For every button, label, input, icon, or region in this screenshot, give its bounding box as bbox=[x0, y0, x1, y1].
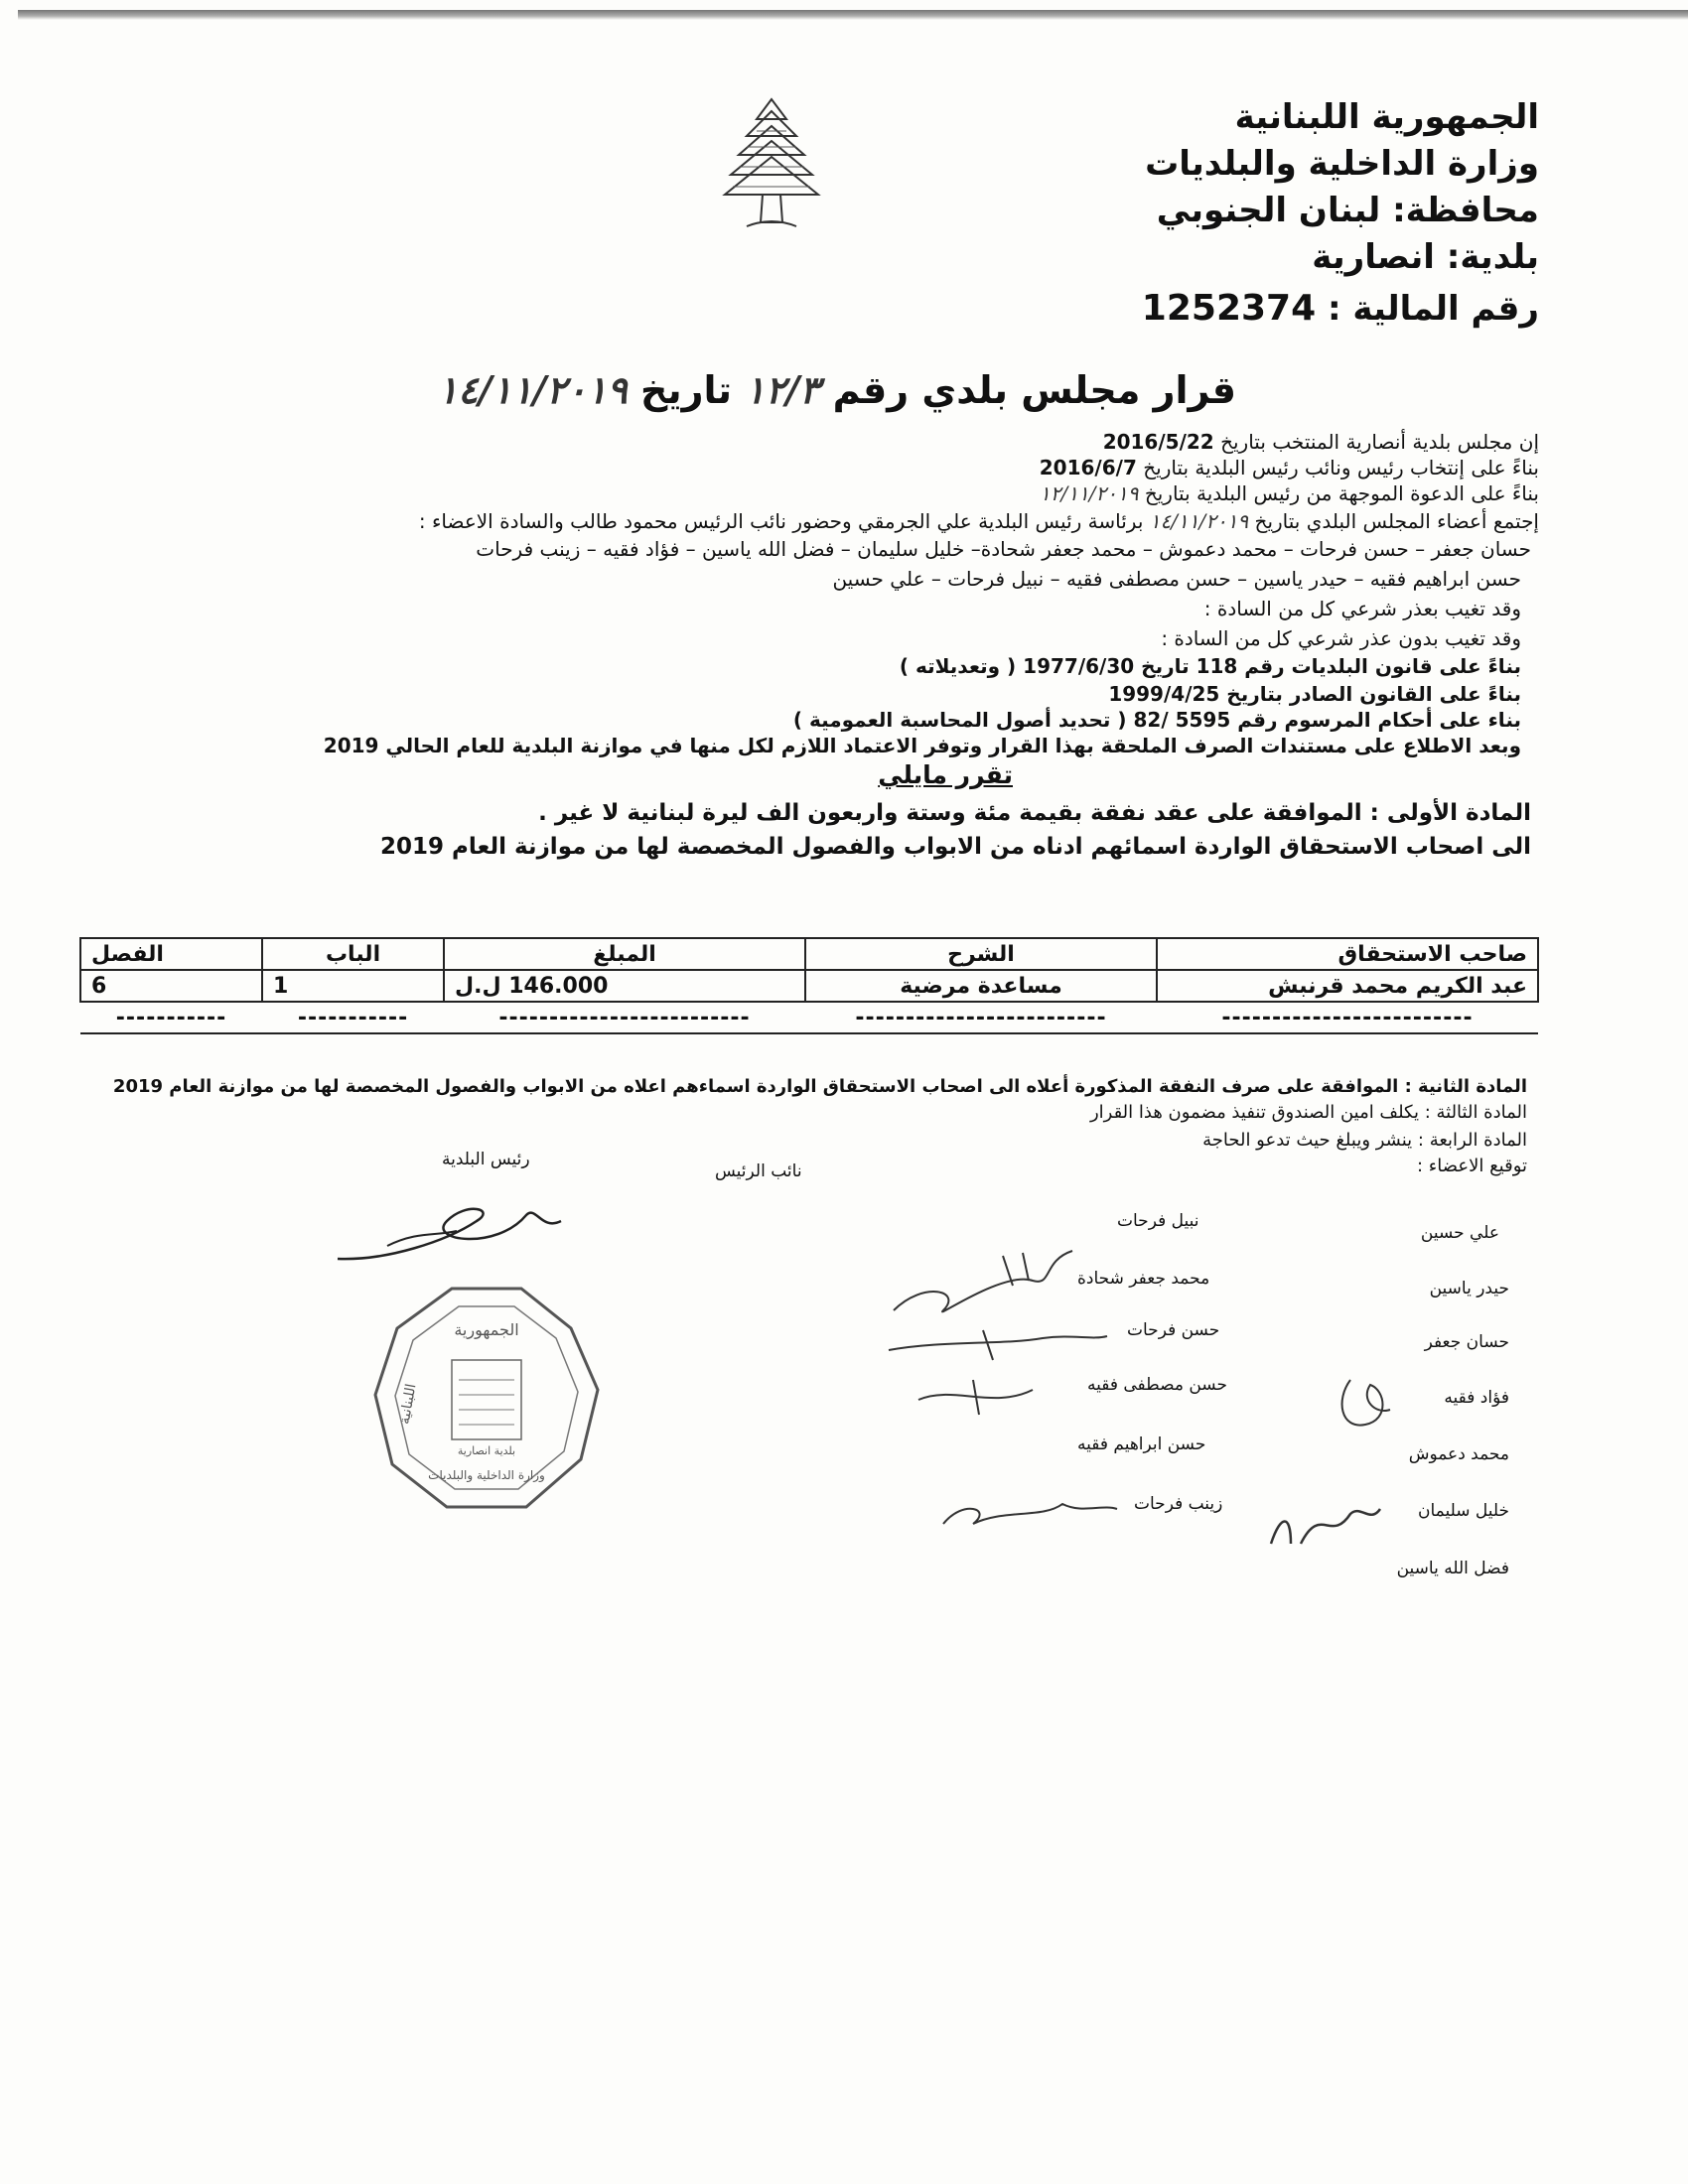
finance-number: 1252374 bbox=[1141, 288, 1317, 329]
member-name: خليل سليمان bbox=[1417, 1501, 1509, 1521]
law-1: بناءً على قانون البلديات رقم 118 تاريخ 1977/6/30 ( وتعديلاته ) bbox=[899, 654, 1521, 678]
article-3: المادة الثالثة : يكلف امين الصندوق تنفيذ مضمون هذا القرار bbox=[1089, 1102, 1527, 1123]
article-2: المادة الثانية : الموافقة على صرف النفقة المذكورة أعلاه الى اصحاب الاستحقاق الواردة اسماءهم اعلاه من الابواب والفصول المخصصة لها من موازنة العام 2019 bbox=[112, 1076, 1527, 1097]
member-name: حسان جعفر bbox=[1424, 1332, 1509, 1352]
decision-title bbox=[438, 367, 1236, 412]
member-name: حسن ابراهيم فقيه bbox=[1077, 1434, 1206, 1454]
member-signature-icon bbox=[1261, 1494, 1390, 1554]
member-name: فضل الله ياسين bbox=[1396, 1559, 1509, 1578]
article-1-line-2: الى اصحاب الاستحقاق الواردة اسمائهم ادناه من الابواب والفصول المخصصة لها من موازنة العام 2019 bbox=[379, 834, 1531, 860]
member-signature-icon bbox=[1331, 1370, 1400, 1439]
municipal-stamp-icon bbox=[367, 1281, 606, 1519]
governorate: محافظة: لبنان الجنوبي bbox=[1156, 191, 1539, 230]
beneficiary-table bbox=[79, 937, 1539, 1034]
member-name: علي حسين bbox=[1420, 1223, 1499, 1243]
members-line-1: حسان جعفر – حسن فرحات – محمد دعموش – محمد جعفر شحادة– خليل سليمان – فضل الله ياسين – فؤاد فقيه – زينب فرحات bbox=[476, 537, 1531, 561]
member-name: زينب فرحات bbox=[1134, 1494, 1223, 1514]
decision-date: ١٤/١١/٢٠١٩ bbox=[437, 367, 628, 412]
absent-excused: وقد تغيب بعذر شرعي كل من السادة : bbox=[1203, 597, 1521, 620]
preamble-2-text: بناءً على إنتخاب رئيس ونائب رئيس البلدية بتاريخ bbox=[1143, 456, 1539, 479]
th-amount: المبلغ bbox=[444, 938, 805, 970]
cell-section: 1 bbox=[262, 970, 444, 1002]
cell-chapter: 6 bbox=[80, 970, 262, 1002]
ministry-name: وزارة الداخلية والبلديات bbox=[1145, 144, 1539, 184]
th-chapter: الفصل bbox=[80, 938, 262, 970]
preamble-line-4 bbox=[419, 508, 1539, 534]
mayor-signature-icon bbox=[328, 1191, 566, 1271]
stamp-text-center: بلدية انصارية bbox=[457, 1444, 516, 1457]
deputy-label: نائب الرئيس bbox=[715, 1161, 802, 1181]
stamp-text-bottom: وزارة الداخلية والبلديات bbox=[428, 1468, 545, 1482]
law-3: بناء على أحكام المرسوم رقم 5595 /82 ( تحديد أصول المحاسبة العمومية ) bbox=[792, 708, 1521, 732]
member-signature-icon bbox=[884, 1310, 1112, 1370]
scan-edge bbox=[18, 10, 1688, 20]
cell-dash: ----------- bbox=[262, 1002, 444, 1033]
th-description: الشرح bbox=[805, 938, 1157, 970]
preamble-1-date: 2016/5/22 bbox=[1102, 430, 1214, 454]
cell-description: مساعدة مرضية bbox=[805, 970, 1157, 1002]
mayor-label: رئيس البلدية bbox=[442, 1150, 530, 1169]
review-line: وبعد الاطلاع على مستندات الصرف الملحقة بهذا القرار وتوفر الاعتماد اللازم لكل منها في موازنة البلدية للعام الحالي 2019 bbox=[323, 734, 1521, 757]
th-section: الباب bbox=[262, 938, 444, 970]
absent-unexcused: وقد تغيب بدون عذر شرعي كل من السادة : bbox=[1161, 626, 1521, 650]
table-row-empty bbox=[80, 1002, 1538, 1033]
decision-heading: تقرر مايلي bbox=[878, 760, 1013, 789]
article-1-line-1: المادة الأولى : الموافقة على عقد نفقة بقيمة مئة وستة واربعون الف ليرة لبنانية لا غير . bbox=[538, 800, 1531, 826]
title-date-label: تاريخ bbox=[639, 368, 733, 412]
preamble-3-text: بناءً على الدعوة الموجهة من رئيس البلدية بتاريخ bbox=[1144, 481, 1539, 505]
decision-number: ١٢/٣ bbox=[745, 367, 820, 412]
meeting-date-handwritten: ١٤/١١/٢٠١٩ bbox=[1149, 509, 1249, 533]
member-signature-icon bbox=[933, 1479, 1122, 1539]
law-2: بناءً على القانون الصادر بتاريخ 1999/4/25 bbox=[1108, 682, 1521, 706]
cell-beneficiary: عبد الكريم محمد قرنبش bbox=[1157, 970, 1538, 1002]
signatures-label: توقيع الاعضاء : bbox=[1417, 1156, 1527, 1176]
stamp-text-top: الجمهورية bbox=[454, 1320, 519, 1339]
cell-dash: ------------------------- bbox=[444, 1002, 805, 1033]
table-row bbox=[80, 970, 1538, 1002]
cell-dash: ----------- bbox=[80, 1002, 262, 1033]
member-name: حسن مصطفى فقيه bbox=[1087, 1375, 1227, 1395]
cell-amount: 146.000 ل.ل bbox=[444, 970, 805, 1002]
cedar-emblem-icon bbox=[717, 91, 826, 235]
member-name: حسن فرحات bbox=[1127, 1320, 1220, 1340]
table-header-row bbox=[80, 938, 1538, 970]
letterhead bbox=[983, 94, 1539, 333]
member-name: فؤاد فقيه bbox=[1444, 1388, 1509, 1408]
member-signature-icon bbox=[914, 1370, 1053, 1420]
republic-name: الجمهورية اللبنانية bbox=[1234, 97, 1539, 137]
members-line-2: حسن ابراهيم فقيه – حيدر ياسين – حسن مصطفى فقيه – نبيل فرحات – علي حسين bbox=[832, 567, 1521, 591]
municipality: بلدية: انصارية bbox=[1312, 237, 1539, 277]
member-name: محمد دعموش bbox=[1408, 1444, 1509, 1464]
preamble-line-1 bbox=[1103, 429, 1539, 455]
finance-number-line bbox=[983, 285, 1539, 333]
article-4: المادة الرابعة : ينشر ويبلغ حيث تدعو الحاجة bbox=[1202, 1130, 1527, 1151]
title-text: قرار مجلس بلدي رقم bbox=[832, 368, 1236, 412]
preamble-1-text: إن مجلس بلدية أنصارية المنتخب بتاريخ bbox=[1220, 430, 1539, 454]
preamble-2-date: 2016/6/7 bbox=[1039, 456, 1137, 479]
preamble-line-2 bbox=[1040, 455, 1539, 480]
cell-dash: ------------------------- bbox=[1157, 1002, 1538, 1033]
cell-dash: ------------------------- bbox=[805, 1002, 1157, 1033]
meeting-text-b: برئاسة رئيس البلدية علي الجرمقي وحضور نائب الرئيس محمود طالب والسادة الاعضاء : bbox=[418, 509, 1144, 533]
member-name: حيدر ياسين bbox=[1429, 1279, 1509, 1298]
stamp-text-side: اللبنانية bbox=[396, 1382, 420, 1426]
finance-label: رقم المالية : bbox=[1327, 289, 1539, 329]
meeting-text-a: إجتمع أعضاء المجلس البلدي بتاريخ bbox=[1254, 509, 1539, 533]
th-beneficiary: صاحب الاستحقاق bbox=[1157, 938, 1538, 970]
member-name: نبيل فرحات bbox=[1117, 1211, 1199, 1231]
invitation-date-handwritten: ١٢/١١/٢٠١٩ bbox=[1040, 481, 1139, 505]
preamble-line-3 bbox=[1040, 480, 1539, 506]
member-name: محمد جعفر شحادة bbox=[1077, 1269, 1210, 1289]
